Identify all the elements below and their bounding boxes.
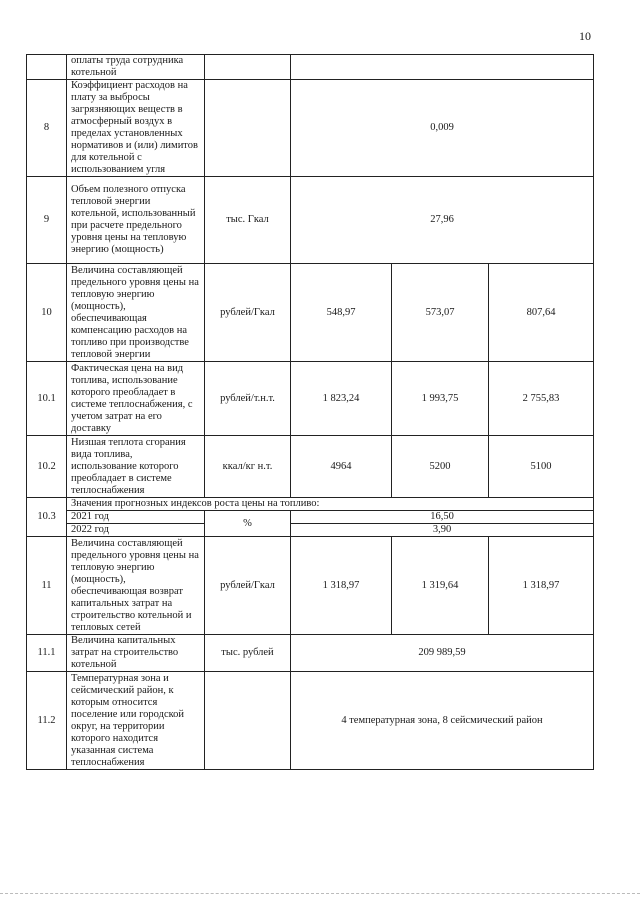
row-name: Низшая теплота сгорания вида топлива, использование которого преобладает в системе теплоснабжения [67,436,205,498]
row-number [27,55,67,80]
scan-edge-divider [0,893,640,894]
row-number: 11 [27,537,67,635]
year-label: 2022 год [67,524,205,537]
row-value-3: 2 755,83 [489,362,594,436]
row-number: 10.3 [27,498,67,537]
table-row [27,635,594,672]
table-row [27,436,594,498]
row-name: Температурная зона и сейсмический район, к которым относится поселение или городской округ, на территории которого находится указанная система теплоснабжения [67,672,205,770]
row-value-3: 807,64 [489,264,594,362]
row-number: 10.2 [27,436,67,498]
row-unit: рублей/Гкал [205,264,291,362]
tariff-table [26,54,594,770]
row-unit: тыс. рублей [205,635,291,672]
row-unit: рублей/т.н.т. [205,362,291,436]
row-unit [205,80,291,177]
row-name: Величина составляющей предельного уровня цены на тепловую энергию (мощность), обеспечивающая компенсацию расходов на топливо при производстве тепловой энергии [67,264,205,362]
row-unit: % [205,511,291,537]
row-value: 4 температурная зона, 8 сейсмический район [291,672,594,770]
table-row [27,362,594,436]
row-value-2: 1 319,64 [392,537,489,635]
table-row [27,177,594,264]
row-number: 9 [27,177,67,264]
table-row [27,498,594,511]
row-number: 8 [27,80,67,177]
row-name: оплаты труда сотрудника котельной [67,55,205,80]
row-value-1: 1 823,24 [291,362,392,436]
table-row [27,55,594,80]
row-value: 16,50 [291,511,594,524]
row-value: 209 989,59 [291,635,594,672]
row-name: Фактическая цена на вид топлива, использование которого преобладает в системе теплоснабжения, с учетом затрат на его доставку [67,362,205,436]
page-number: 10 [579,29,591,43]
row-unit [205,672,291,770]
row-value-1: 1 318,97 [291,537,392,635]
table-row [27,80,594,177]
row-unit: рублей/Гкал [205,537,291,635]
row-value-2: 1 993,75 [392,362,489,436]
row-name: Коэффициент расходов на плату за выбросы загрязняющих веществ в атмосферный воздух в пределах установленных нормативов и (или) лимитов для котельной с использованием угля [67,80,205,177]
row-title: Значения прогнозных индексов роста цены на топливо: [67,498,594,511]
table-row [27,524,594,537]
row-number: 11.1 [27,635,67,672]
row-name: Величина капитальных затрат на строительство котельной [67,635,205,672]
table-row [27,511,594,524]
row-value: 0,009 [291,80,594,177]
row-value-3: 5100 [489,436,594,498]
table-row [27,264,594,362]
row-unit: тыс. Гкал [205,177,291,264]
table-row [27,537,594,635]
row-value [291,55,594,80]
row-value-2: 5200 [392,436,489,498]
year-label: 2021 год [67,511,205,524]
row-number: 10 [27,264,67,362]
row-unit: ккал/кг н.т. [205,436,291,498]
row-value-1: 4964 [291,436,392,498]
row-number: 10.1 [27,362,67,436]
row-name: Величина составляющей предельного уровня цены на тепловую энергию (мощность), обеспечивающая возврат капитальных затрат на строительство котельной и тепловых сетей [67,537,205,635]
row-number: 11.2 [27,672,67,770]
row-value: 27,96 [291,177,594,264]
row-value: 3,90 [291,524,594,537]
row-value-3: 1 318,97 [489,537,594,635]
row-name: Объем полезного отпуска тепловой энергии котельной, использованный при расчете предельного уровня цены на тепловую энергию (мощность) [67,177,205,264]
row-value-1: 548,97 [291,264,392,362]
table-row [27,672,594,770]
row-unit [205,55,291,80]
row-value-2: 573,07 [392,264,489,362]
